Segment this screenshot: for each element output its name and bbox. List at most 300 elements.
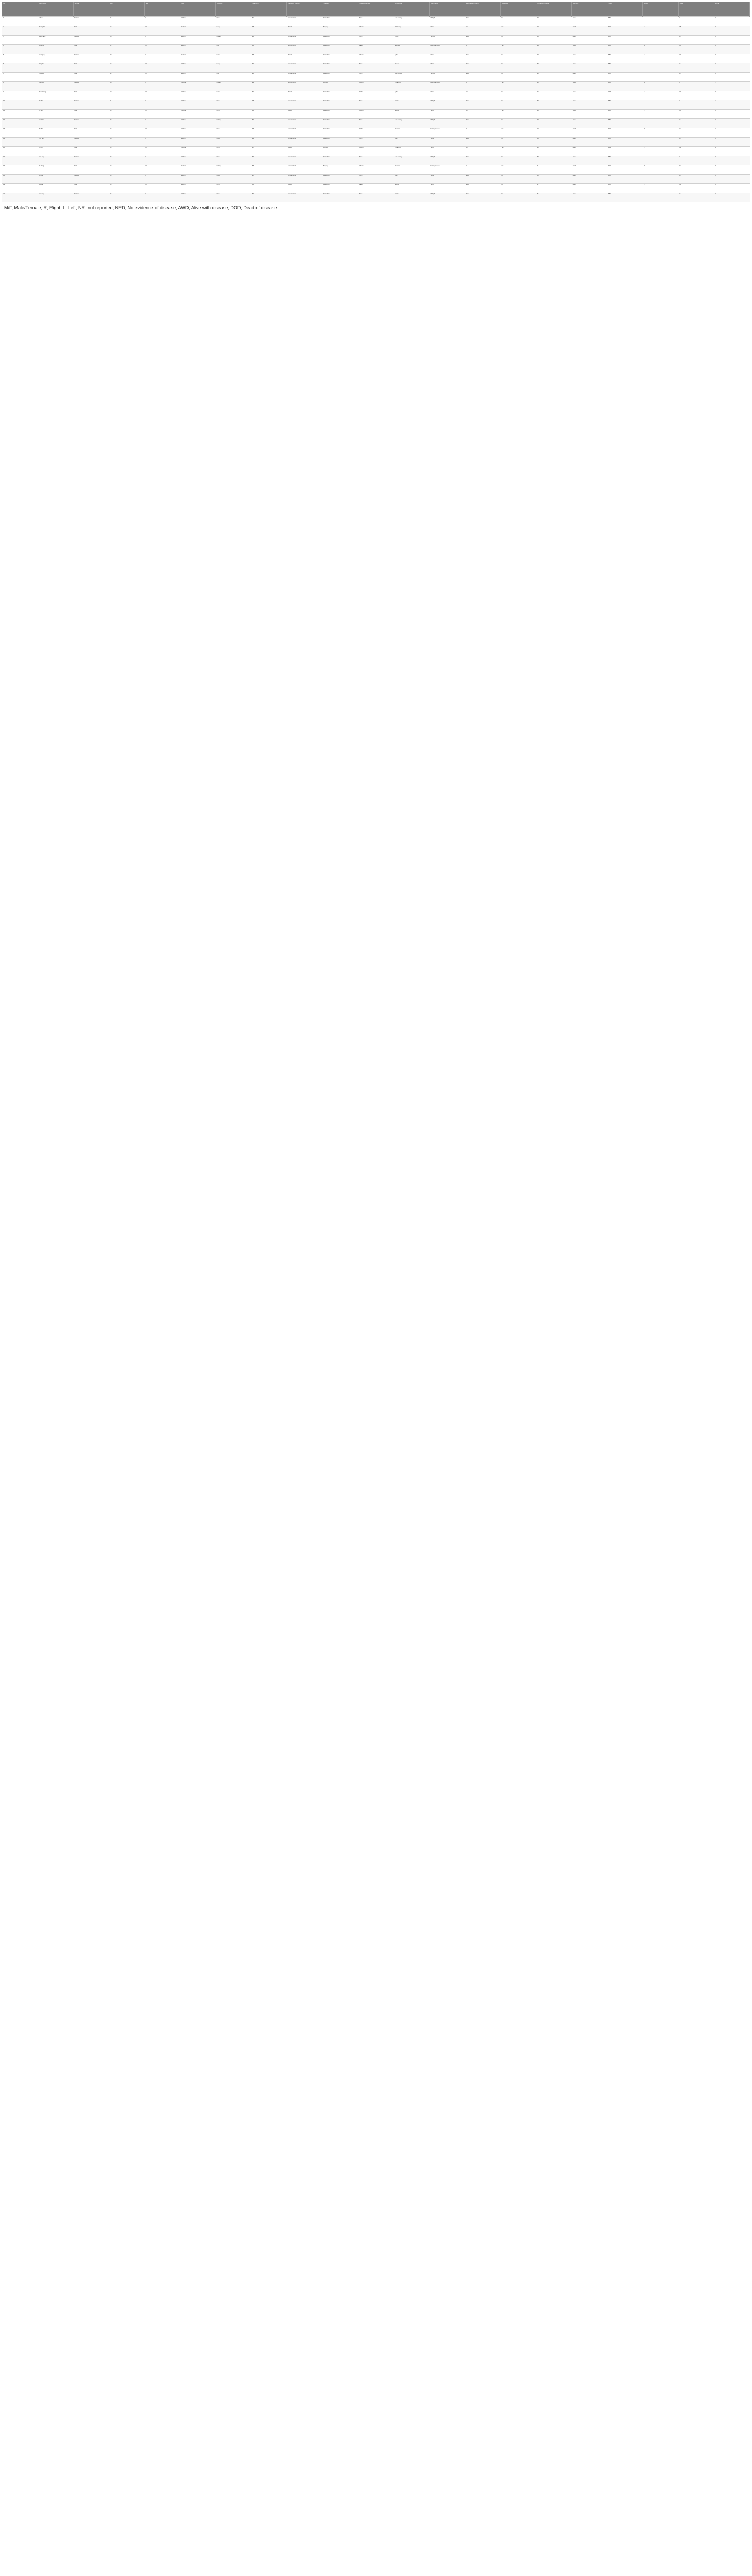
table-cell: Dead: [572, 165, 607, 175]
table-cell: T2 iso: [429, 63, 465, 73]
table-row: [2, 193, 750, 202]
table-cell: 1: [714, 36, 749, 45]
table-cell: Lung: [216, 110, 251, 119]
table-cell: 8: [465, 45, 500, 54]
table-cell: Solitary: [180, 45, 216, 54]
table-cell: M: [144, 128, 180, 138]
table-cell: 14: [536, 45, 572, 54]
table-cell: 4.5: [251, 26, 287, 36]
table-cell: F: [144, 54, 180, 63]
table-cell: 2: [2, 26, 38, 36]
table-cell: 1: [2, 17, 38, 26]
table-cell: Resection: [322, 45, 358, 54]
table-cell: Kidney: [216, 119, 251, 128]
table-cell: None: [465, 119, 500, 128]
table-cell: Lin Xue: [38, 175, 73, 184]
table-cell: 3.8: [251, 54, 287, 63]
table-cell: IV: [678, 165, 714, 175]
table-cell: Solitary: [180, 156, 216, 165]
table-cell: 4.3: [251, 147, 287, 156]
table-cell: M: [144, 73, 180, 82]
table-cell: 44: [109, 73, 144, 82]
table-cell: Kidney: [216, 82, 251, 91]
table-cell: 6: [714, 128, 749, 138]
column-header: Recurrence (months): [465, 2, 500, 17]
table-cell: DOD: [607, 82, 643, 91]
table-cell: 2: [714, 119, 749, 128]
column-header: Adjuvant therapy: [358, 2, 394, 17]
table-cell: IA: [678, 36, 714, 45]
table-cell: 2.7: [251, 175, 287, 184]
table-cell: 6: [2, 63, 38, 73]
table-cell: 1: [714, 73, 749, 82]
table-cell: Mixed: [287, 184, 322, 193]
table-cell: 18: [465, 91, 500, 100]
table-cell: 45: [109, 17, 144, 26]
table-cell: T2 high: [429, 100, 465, 110]
table-cell: Alive: [572, 184, 607, 193]
table-cell: Resection: [322, 110, 358, 119]
table-cell: NED: [607, 36, 643, 45]
table-cell: Enhancing: [394, 26, 429, 36]
table-cell: Necrosis: [394, 128, 429, 138]
table-cell: Bone: [216, 54, 251, 63]
column-header: No.: [2, 2, 38, 17]
table-cell: IA: [678, 73, 714, 82]
table-cell: 3.2: [251, 17, 287, 26]
table-cell: T1 low: [429, 54, 465, 63]
table-cell: IB: [678, 63, 714, 73]
table-cell: Solitary: [180, 193, 216, 202]
table-cell: Resection: [322, 63, 358, 73]
table-cell: II: [643, 147, 678, 156]
table-cell: No: [501, 184, 536, 193]
table-cell: No: [501, 63, 536, 73]
table-cell: Cystic: [394, 100, 429, 110]
table-cell: Enhancing: [394, 82, 429, 91]
table-cell: 15: [2, 147, 38, 156]
table-cell: Multiple: [180, 82, 216, 91]
table-cell: F: [144, 119, 180, 128]
table-cell: T2 high: [429, 73, 465, 82]
table-cell: Female: [73, 17, 109, 26]
table-cell: Liver: [216, 128, 251, 138]
table-cell: Mixed: [287, 54, 322, 63]
table-cell: Female: [73, 156, 109, 165]
table-cell: None: [358, 100, 394, 110]
table-cell: Resection: [322, 73, 358, 82]
column-header: CT findings: [394, 2, 429, 17]
table-cell: Alive: [572, 147, 607, 156]
table-cell: IIA: [678, 91, 714, 100]
table-cell: Conventional: [287, 100, 322, 110]
table-cell: 5.1: [251, 110, 287, 119]
table-cell: None: [358, 36, 394, 45]
table-cell: IIIA: [678, 128, 714, 138]
table-row: [2, 17, 750, 26]
table-cell: 2.1: [251, 36, 287, 45]
table-cell: DOD: [607, 45, 643, 54]
table-cell: T2 iso: [429, 184, 465, 193]
table-cell: Nodule: [394, 110, 429, 119]
table-cell: Multiple: [180, 26, 216, 36]
table-cell: Solitary: [180, 128, 216, 138]
table-cell: He Peng: [38, 165, 73, 175]
table-cell: Lung: [216, 63, 251, 73]
table-cell: I: [643, 73, 678, 82]
table-cell: No: [501, 175, 536, 184]
table-cell: 19: [2, 184, 38, 193]
table-row: [2, 138, 750, 147]
table-cell: Lung: [216, 184, 251, 193]
table-cell: NED: [607, 73, 643, 82]
table-cell: 6.8: [251, 165, 287, 175]
table-cell: I: [643, 156, 678, 165]
table-cell: I: [643, 36, 678, 45]
table-cell: DOD: [607, 128, 643, 138]
table-cell: M: [144, 26, 180, 36]
table-cell: 6: [714, 45, 749, 54]
table-cell: Low density: [394, 156, 429, 165]
table-cell: Chemo: [358, 110, 394, 119]
table-cell: 38: [109, 36, 144, 45]
table-cell: Mixed: [287, 26, 322, 36]
table-cell: IB: [678, 193, 714, 202]
table-cell: Lytic: [394, 175, 429, 184]
table-cell: 2: [714, 17, 749, 26]
table-cell: I: [643, 193, 678, 202]
table-cell: Multiple: [180, 147, 216, 156]
table-cell: Chemo: [358, 54, 394, 63]
table-cell: Female: [73, 100, 109, 110]
table-cell: Zhao Lei: [38, 73, 73, 82]
table-cell: Male: [73, 128, 109, 138]
table-cell: 20: [2, 193, 38, 202]
table-cell: 40: [536, 73, 572, 82]
table-cell: 53: [109, 184, 144, 193]
table-cell: Solitary: [180, 17, 216, 26]
table-cell: 3.1: [251, 156, 287, 165]
table-cell: Male: [73, 91, 109, 100]
table-cell: 55: [109, 147, 144, 156]
table-row: [2, 45, 750, 54]
table-cell: Yes: [501, 26, 536, 36]
table-cell: 66: [109, 82, 144, 91]
table-cell: Solitary: [180, 119, 216, 128]
table-cell: None: [465, 184, 500, 193]
table-cell: 3.4: [251, 91, 287, 100]
table-cell: NED: [607, 17, 643, 26]
table-cell: None: [358, 17, 394, 26]
table-cell: II: [643, 91, 678, 100]
table-cell: Resection: [322, 156, 358, 165]
table-cell: Liver: [216, 100, 251, 110]
table-cell: 9: [465, 128, 500, 138]
table-cell: Li Hua: [38, 17, 73, 26]
table-cell: Resection: [322, 100, 358, 110]
table-cell: Heterogeneous: [429, 165, 465, 175]
table-row: [2, 100, 750, 110]
table-cell: 9: [2, 91, 38, 100]
table-cell: Heterogeneous: [429, 82, 465, 91]
table-row: [2, 184, 750, 193]
table-cell: 1: [714, 100, 749, 110]
table-cell: Chemo: [358, 82, 394, 91]
table-cell: 35: [536, 175, 572, 184]
table-cell: Male: [73, 45, 109, 54]
table-cell: 2.5: [251, 100, 287, 110]
table-cell: Alive: [572, 175, 607, 184]
table-row: [2, 54, 750, 63]
table-cell: Male: [73, 165, 109, 175]
table-cell: Yes: [501, 82, 536, 91]
table-cell: T2 iso: [429, 147, 465, 156]
table-cell: Liver: [216, 73, 251, 82]
table-cell: Lytic: [394, 54, 429, 63]
table-cell: Enhancing: [394, 147, 429, 156]
table-cell: Sarcomatoid: [287, 82, 322, 91]
table-cell: 28: [536, 54, 572, 63]
table-cell: Alive: [572, 36, 607, 45]
table-cell: Resection: [322, 91, 358, 100]
table-row: [2, 119, 750, 128]
table-cell: Resection: [322, 193, 358, 202]
table-cell: Yang Min: [38, 63, 73, 73]
table-cell: Chemo: [358, 165, 394, 175]
table-cell: Low density: [394, 73, 429, 82]
table-cell: Hu Bin: [38, 147, 73, 156]
table-cell: 2: [714, 156, 749, 165]
table-cell: Mixed: [287, 147, 322, 156]
table-cell: No: [501, 156, 536, 165]
table-cell: Chemo: [358, 147, 394, 156]
table-cell: 5: [2, 54, 38, 63]
table-cell: IA: [678, 100, 714, 110]
table-cell: 49: [109, 54, 144, 63]
table-cell: None: [358, 156, 394, 165]
column-header: Gender: [73, 2, 109, 17]
table-cell: III: [643, 128, 678, 138]
table-cell: 1: [714, 175, 749, 184]
table-cell: 5.6: [251, 45, 287, 54]
table-cell: None: [465, 63, 500, 73]
table-cell: 6.2: [251, 82, 287, 91]
table-cell: Yes: [501, 45, 536, 54]
table-cell: Zhu Yan: [38, 138, 73, 147]
table-cell: F: [144, 36, 180, 45]
table-cell: None: [465, 54, 500, 63]
table-cell: None: [465, 73, 500, 82]
table-cell: Female: [73, 119, 109, 128]
table-cell: Radio: [358, 128, 394, 138]
table-cell: F: [144, 175, 180, 184]
table-cell: Alive: [572, 73, 607, 82]
table-cell: Solitary: [180, 36, 216, 45]
table-cell: 7: [714, 82, 749, 91]
table-cell: Radio: [358, 184, 394, 193]
table-cell: Liu Yang: [38, 45, 73, 54]
table-cell: 4: [714, 26, 749, 36]
table-cell: Female: [73, 193, 109, 202]
table-cell: Heterogeneous: [429, 128, 465, 138]
table-cell: No: [501, 91, 536, 100]
table-cell: None: [358, 119, 394, 128]
table-cell: 3: [2, 36, 38, 45]
table-cell: Bone: [216, 91, 251, 100]
table-cell: Multiple: [180, 165, 216, 175]
table-row: [2, 165, 750, 175]
table-cell: 13: [536, 128, 572, 138]
table-cell: Necrosis: [394, 45, 429, 54]
table-cell: IA: [678, 17, 714, 26]
table-cell: Heterogeneous: [429, 45, 465, 54]
table-cell: I: [643, 17, 678, 26]
table-cell: None: [358, 193, 394, 202]
table-cell: 2: [714, 63, 749, 73]
table-cell: Conventional: [287, 73, 322, 82]
table-cell: Kidney: [216, 36, 251, 45]
table-cell: Alive: [572, 17, 607, 26]
table-cell: 34: [536, 100, 572, 110]
table-cell: T2 iso: [429, 110, 465, 119]
column-header: Stage: [678, 2, 714, 17]
table-cell: Low density: [394, 119, 429, 128]
table-cell: IA: [678, 138, 714, 147]
table-cell: 2: [714, 193, 749, 202]
table-row: [2, 175, 750, 184]
table-cell: M: [144, 91, 180, 100]
table-cell: Gao Ying: [38, 193, 73, 202]
table-cell: I: [643, 138, 678, 147]
table-cell: 26: [536, 91, 572, 100]
table-cell: None: [465, 17, 500, 26]
table-cell: Male: [73, 26, 109, 36]
table-cell: Liver: [216, 45, 251, 54]
table-cell: Female: [73, 138, 109, 147]
table-cell: T2 high: [429, 17, 465, 26]
table-cell: 36: [536, 36, 572, 45]
table-cell: 2.2: [251, 138, 287, 147]
table-cell: Sarcomatoid: [287, 45, 322, 54]
column-header: Size (cm): [251, 2, 287, 17]
table-cell: Liver: [216, 17, 251, 26]
column-header: Type: [180, 2, 216, 17]
table-cell: Ma Tao: [38, 128, 73, 138]
table-cell: 8: [2, 82, 38, 91]
table-cell: Dead: [572, 128, 607, 138]
table-cell: Huang Li: [38, 82, 73, 91]
table-cell: AWD: [607, 147, 643, 156]
table-cell: Low density: [394, 17, 429, 26]
table-cell: None: [358, 138, 394, 147]
table-cell: Multiple: [180, 54, 216, 63]
table-cell: IB: [678, 119, 714, 128]
table-cell: F: [144, 138, 180, 147]
table-cell: Male: [73, 110, 109, 119]
table-cell: 9: [536, 165, 572, 175]
table-cell: M: [144, 165, 180, 175]
table-cell: Liver: [216, 193, 251, 202]
table-cell: 24: [536, 17, 572, 26]
table-cell: 30: [536, 63, 572, 73]
table-cell: Mixed: [287, 110, 322, 119]
table-cell: 4.8: [251, 128, 287, 138]
table-cell: None: [465, 100, 500, 110]
table-cell: T1 low: [429, 26, 465, 36]
table-cell: None: [465, 193, 500, 202]
table-cell: AWD: [607, 91, 643, 100]
table-cell: 14: [465, 147, 500, 156]
table-cell: Solitary: [180, 63, 216, 73]
table-cell: 20: [536, 147, 572, 156]
table-cell: M: [144, 110, 180, 119]
table-cell: 57: [109, 63, 144, 73]
table-cell: II: [643, 110, 678, 119]
column-header: Description: [38, 2, 73, 17]
table-cell: Resection: [322, 17, 358, 26]
table-cell: 31: [536, 193, 572, 202]
table-cell: Sun Mei: [38, 119, 73, 128]
table-row: [2, 82, 750, 91]
table-cell: Alive: [572, 138, 607, 147]
table-cell: III: [643, 82, 678, 91]
table-cell: Resection: [322, 128, 358, 138]
column-header: Follow-up (months): [536, 2, 572, 17]
table-cell: Female: [73, 36, 109, 45]
table-row: [2, 110, 750, 119]
table-cell: Conventional: [287, 63, 322, 73]
table-cell: F: [144, 156, 180, 165]
table-cell: Resection: [322, 54, 358, 63]
table-cell: Guo Ling: [38, 156, 73, 165]
table-cell: Resection: [322, 36, 358, 45]
table-cell: None: [358, 63, 394, 73]
table-cell: 12: [465, 26, 500, 36]
column-header: Surgery: [322, 2, 358, 17]
table-cell: Solitary: [180, 100, 216, 110]
table-cell: Resection: [322, 175, 358, 184]
table-cell: 61: [109, 45, 144, 54]
table-cell: 4.0: [251, 63, 287, 73]
table-cell: F: [144, 193, 180, 202]
table-cell: 3.9: [251, 184, 287, 193]
table-cell: Conventional: [287, 17, 322, 26]
table-cell: T2 high: [429, 156, 465, 165]
table-cell: Zhang Wei: [38, 26, 73, 36]
table-cell: Biopsy: [322, 147, 358, 156]
table-cell: 29: [536, 119, 572, 128]
table-cell: Female: [73, 82, 109, 91]
table-row: [2, 156, 750, 165]
table-cell: Nodule: [394, 63, 429, 73]
column-header: Age: [109, 2, 144, 17]
table-cell: NED: [607, 138, 643, 147]
table-cell: 11: [2, 110, 38, 119]
data-table: [2, 2, 750, 202]
table-cell: 43: [109, 156, 144, 165]
table-cell: M: [144, 63, 180, 73]
table-cell: Male: [73, 63, 109, 73]
table-cell: Alive: [572, 156, 607, 165]
table-cell: Bone: [216, 138, 251, 147]
table-cell: 3: [714, 184, 749, 193]
table-cell: Liver: [216, 156, 251, 165]
table-cell: I: [643, 175, 678, 184]
table-cell: Biopsy: [322, 26, 358, 36]
table-cell: Wu Xia: [38, 100, 73, 110]
table-cell: Bone: [216, 175, 251, 184]
table-cell: DOD: [607, 165, 643, 175]
